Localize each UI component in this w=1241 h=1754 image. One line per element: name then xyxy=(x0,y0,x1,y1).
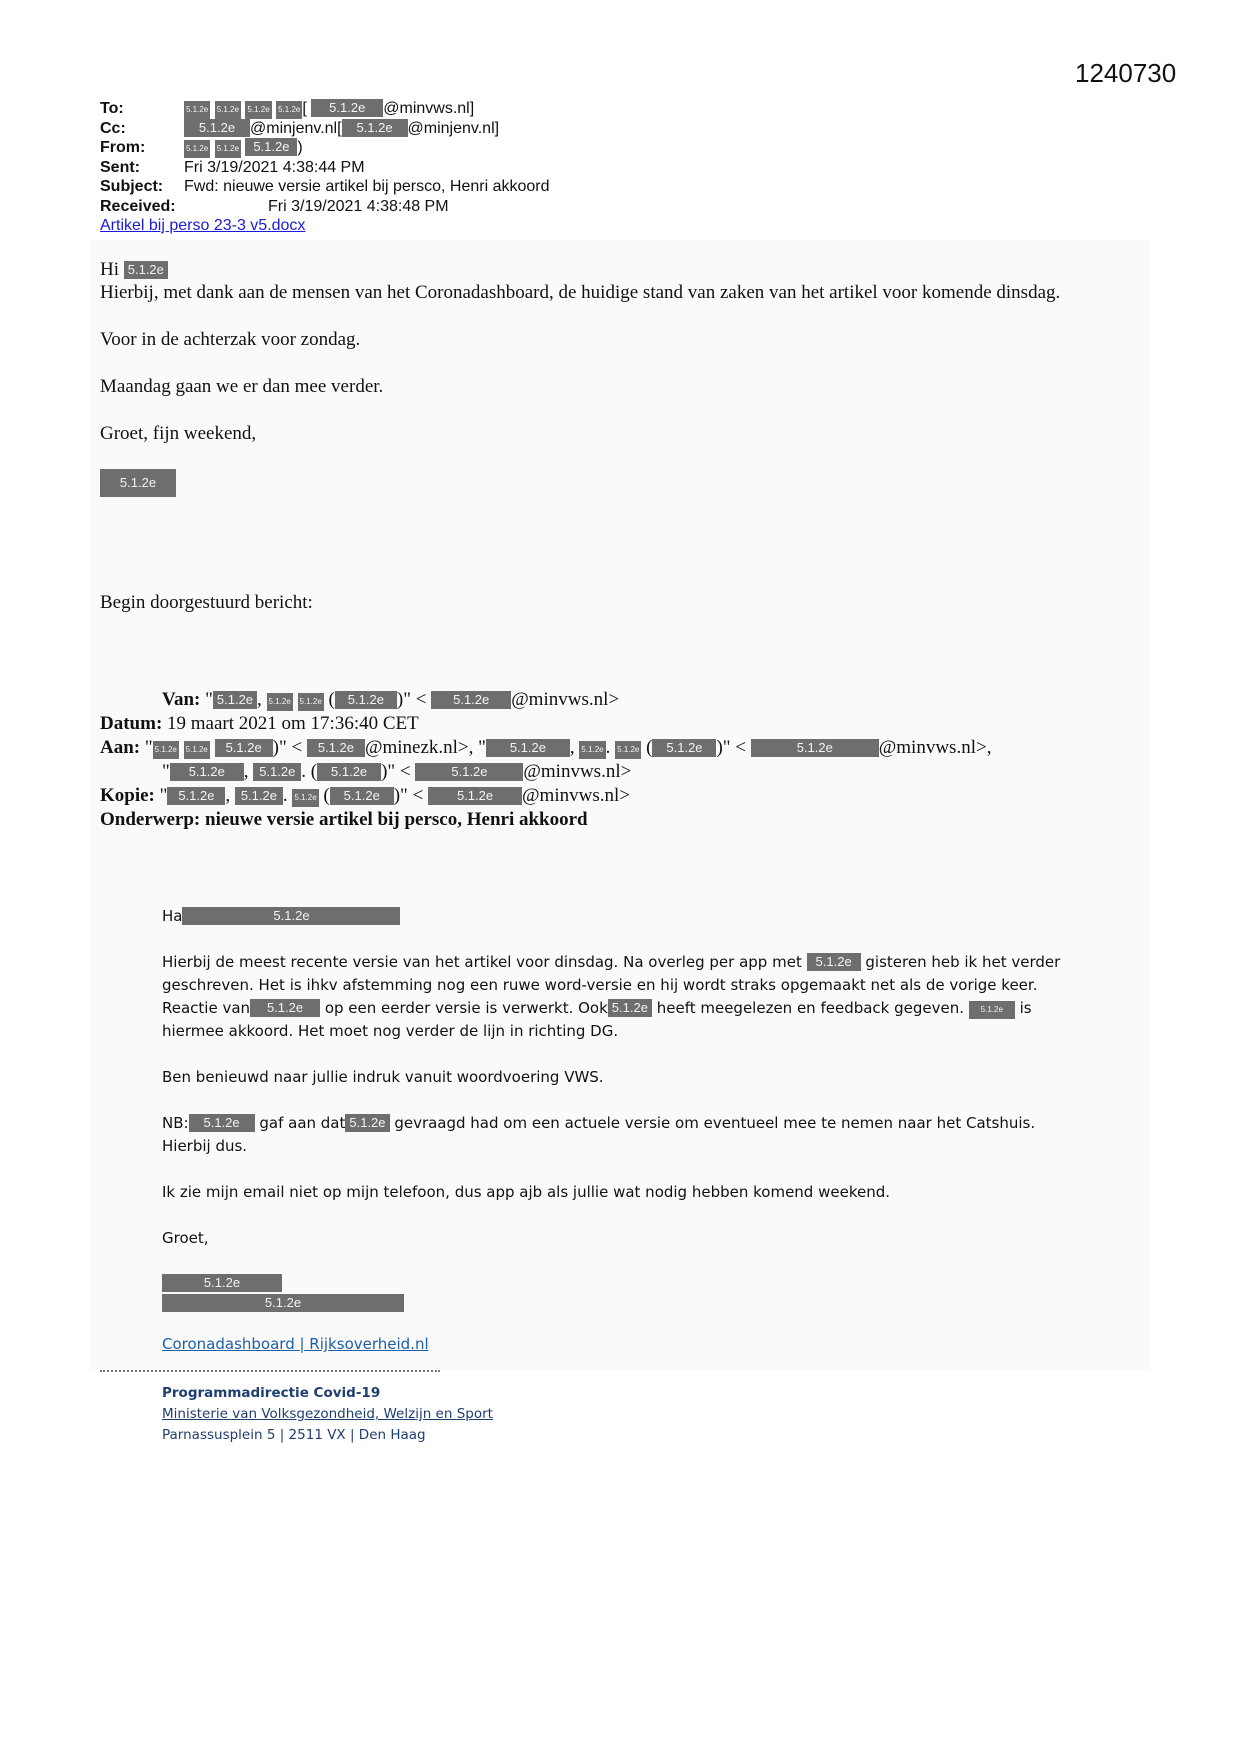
onderwerp-label: Onderwerp: xyxy=(100,809,201,830)
redaction: 5.1.2e xyxy=(652,739,716,757)
received-row xyxy=(100,197,549,217)
forwarded-header xyxy=(100,688,991,832)
redaction: 5.1.2e xyxy=(969,1001,1015,1019)
text-segment: Hierbij de meest recente versie van het artikel voor dinsdag. Na overleg per app met xyxy=(162,953,802,971)
redaction: 5.1.2e xyxy=(184,119,250,137)
inner-paragraph-4: Ik zie mijn email niet op mijn telefoon, dus app ajb als jullie wat nodig hebben komend weekend. xyxy=(162,1183,890,1201)
redaction: 5.1.2e xyxy=(330,787,394,805)
attachment-link[interactable]: Artikel bij perso 23-3 v5.docx xyxy=(100,217,306,234)
subject-row xyxy=(100,177,549,197)
aan-row-2: " 5.1.2e , 5.1.2e . ( 5.1.2e )" < 5.1.2e @minvws.nl> xyxy=(162,761,632,782)
forward-intro: Begin doorgestuurd bericht: xyxy=(100,592,313,613)
redaction: 5.1.2e xyxy=(342,119,408,137)
email-header xyxy=(100,99,549,236)
document-id: 1240730 xyxy=(1075,58,1177,88)
redaction: 5.1.2e xyxy=(292,789,318,807)
text-segment: heeft meegelezen en feedback gegeven. xyxy=(656,999,965,1017)
text-segment: op een eerder versie is verwerkt. Ook xyxy=(324,999,608,1017)
redaction: 5.1.2e xyxy=(184,140,210,158)
van-row: Van: " 5.1.2e , 5.1.2e 5.1.2e ( 5.1.2e )" < 5.1.2e @minvws.nl> xyxy=(162,689,620,710)
redaction: 5.1.2e xyxy=(486,739,570,757)
redaction: 5.1.2e xyxy=(213,691,257,709)
subject-value: Fwd: nieuwe versie artikel bij persco, Henri akkoord xyxy=(184,178,550,195)
text-segment: NB: xyxy=(162,1114,189,1132)
attachment-row xyxy=(100,216,549,236)
redaction: 5.1.2e xyxy=(345,1114,389,1132)
redaction: 5.1.2e xyxy=(608,999,652,1017)
redaction: 5.1.2e xyxy=(298,693,324,711)
subject-label: Subject: xyxy=(100,178,164,195)
cc-suffix: @minjenv.nl] xyxy=(407,119,500,137)
aan-row: Aan: " 5.1.2e 5.1.2e 5.1.2e )" < 5.1.2e @minezk.nl>, " 5.1.2e , 5.1.2e . 5.1.2e ( 5.1.2e )" < 5.1.2e @minvws.nl>, xyxy=(100,737,992,758)
cc-middle: @minjenv.nl[ xyxy=(250,119,342,137)
onderwerp-row xyxy=(100,808,991,832)
signature-address: Parnassusplein 5 | 2511 VX | Den Haag xyxy=(162,1427,426,1443)
cc-row xyxy=(100,119,549,139)
redaction: 5.1.2e xyxy=(162,1274,282,1292)
van-label: Van: xyxy=(162,689,201,710)
signature-divider xyxy=(100,1370,440,1372)
redaction: 5.1.2e xyxy=(267,693,293,711)
redaction: 5.1.2e xyxy=(182,907,400,925)
aan-suffix-2: @minvws.nl> xyxy=(523,761,632,782)
aan-mid: @minezk.nl>, xyxy=(364,737,474,758)
to-suffix: @minvws.nl] xyxy=(383,100,475,117)
from-row xyxy=(100,138,549,158)
redaction: 5.1.2e xyxy=(317,763,381,781)
redaction: 5.1.2e xyxy=(276,101,302,119)
redaction: 5.1.2e xyxy=(215,739,273,757)
inner-paragraph-2: Ben benieuwd naar jullie indruk vanuit woordvoering VWS. xyxy=(162,1068,604,1086)
text-segment: gisteren heb ik het verder geschreven. Het is ihkv afstemming nog een ruwe word-versie en hij wordt straks opgemaakt net als de vorige keer. Reactie van xyxy=(162,953,1061,1017)
message-body xyxy=(100,258,1130,614)
kopie-label: Kopie: xyxy=(100,785,155,806)
redaction: 5.1.2e xyxy=(311,99,383,117)
redaction: 5.1.2e xyxy=(431,691,511,709)
aan-suffix: @minvws.nl>, xyxy=(878,737,992,758)
received-label: Received: xyxy=(100,197,176,215)
redaction: 5.1.2e xyxy=(215,140,241,158)
received-value: Fri 3/19/2021 4:38:48 PM xyxy=(268,197,449,215)
redaction: 5.1.2e xyxy=(751,739,879,757)
signature-redaction: 5.1.2e xyxy=(100,469,176,497)
datum-row xyxy=(100,712,991,736)
to-row: To: 5.1.2e 5.1.2e 5.1.2e 5.1.2e [ 5.1.2e @minvws.nl] xyxy=(100,100,475,117)
message-line: Maandag gaan we er dan mee verder. xyxy=(100,376,384,397)
redaction: 5.1.2e xyxy=(307,739,365,757)
aan-label: Aan: xyxy=(100,737,141,758)
signature-ministry-link[interactable]: Ministerie van Volksgezondheid, Welzijn en Sport xyxy=(162,1406,493,1422)
signature xyxy=(162,1383,493,1446)
redaction: 5.1.2e xyxy=(245,138,297,156)
van-suffix: @minvws.nl> xyxy=(511,689,620,710)
dashboard-link[interactable]: Coronadashboard | Rijksoverheid.nl xyxy=(162,1335,429,1353)
redaction: 5.1.2e xyxy=(428,787,522,805)
sent-row xyxy=(100,158,549,178)
redaction: 5.1.2e xyxy=(415,763,523,781)
datum-value: 19 maart 2021 om 17:36:40 CET xyxy=(167,713,419,734)
redaction: 5.1.2e xyxy=(184,741,210,759)
inner-message xyxy=(162,905,1082,1356)
redaction: 5.1.2e xyxy=(250,999,320,1017)
signature-org: Programmadirectie Covid-19 xyxy=(162,1385,381,1401)
inner-paragraph-1 xyxy=(162,951,1082,1043)
redaction: 5.1.2e xyxy=(184,101,210,119)
to-label: To: xyxy=(100,100,124,117)
sent-label: Sent: xyxy=(100,158,140,176)
message-line: Voor in de achterzak voor zondag. xyxy=(100,329,361,350)
redaction: 5.1.2e xyxy=(167,787,225,805)
redaction: 5.1.2e xyxy=(807,953,861,971)
redaction: 5.1.2e xyxy=(189,1114,255,1132)
message-line: Groet, fijn weekend, xyxy=(100,423,257,444)
text-segment: is hiermee akkoord. Het moet nog verder de lijn in richting DG. xyxy=(162,999,1032,1040)
kopie-row: Kopie: " 5.1.2e , 5.1.2e . 5.1.2e ( 5.1.2e )" < 5.1.2e @minvws.nl> xyxy=(100,785,630,806)
redaction: 5.1.2e xyxy=(162,1294,404,1312)
redaction: 5.1.2e xyxy=(335,691,397,709)
redaction: 5.1.2e xyxy=(170,763,244,781)
redaction: 5.1.2e xyxy=(615,741,641,759)
inner-greeting: Ha xyxy=(162,907,183,925)
greeting: Hi xyxy=(100,259,119,280)
from-suffix: ) xyxy=(297,139,303,156)
redaction: 5.1.2e xyxy=(235,787,283,805)
datum-label: Datum: xyxy=(100,713,163,734)
redaction: 5.1.2e xyxy=(579,741,605,759)
text-segment: gevraagd had om een actuele versie om eventueel mee te nemen naar het Catshuis. Hierbij dus. xyxy=(162,1114,1036,1155)
inner-paragraph-5: Groet, xyxy=(162,1229,209,1247)
redaction: 5.1.2e xyxy=(245,101,271,119)
message-line: Hierbij, met dank aan de mensen van het Coronadashboard, de huidige stand van zaken van het artikel voor komende dinsdag. xyxy=(100,282,1061,303)
sent-value: Fri 3/19/2021 4:38:44 PM xyxy=(184,158,365,176)
kopie-suffix: @minvws.nl> xyxy=(522,785,630,806)
inner-paragraph-3 xyxy=(162,1112,1082,1158)
redaction: 5.1.2e xyxy=(253,763,301,781)
redaction: 5.1.2e xyxy=(215,101,241,119)
redaction: 5.1.2e xyxy=(124,261,168,279)
onderwerp-value: nieuwe versie artikel bij persco, Henri akkoord xyxy=(205,809,588,830)
redaction: 5.1.2e xyxy=(153,741,179,759)
cc-label: Cc: xyxy=(100,119,126,137)
from-label: From: xyxy=(100,139,146,156)
text-segment: gaf aan dat xyxy=(259,1114,346,1132)
